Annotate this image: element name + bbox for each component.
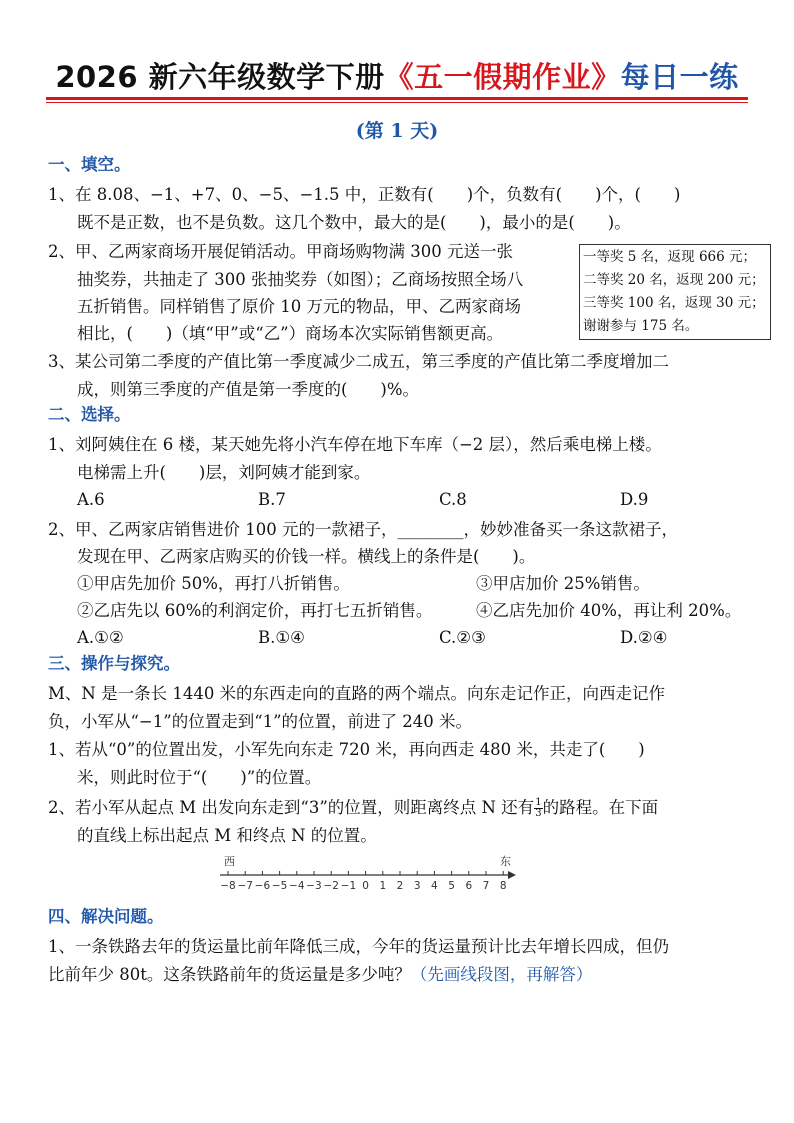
number-line-tick-label: 7 (482, 880, 490, 892)
choice-q2-line2: 发现在甲、乙两家店购买的价钱一样。横线上的条件是( )。 (77, 547, 536, 566)
explore-q2-text-a: 2、若小军从起点 M 出发向东走到“3”的位置，则距离终点 N 还有 (48, 798, 535, 817)
fraction-numerator: 1 (535, 797, 542, 808)
choice-q2-condition-1: ①甲店先加价 50%，再打八折销售。 (77, 574, 350, 593)
number-line-tick-label: −8 (220, 880, 236, 892)
choice-q1-option-b: B.7 (258, 490, 286, 509)
solve-q1-line1: 1、一条铁路去年的货运量比前年降低三成，今年的货运量预计比去年增长四成，但仍 (48, 937, 669, 956)
choice-q1-line1: 1、刘阿姨住在 6 楼，某天她先将小汽车停在地下车库（−2 层），然后乘电梯上楼。 (48, 435, 662, 454)
title-part-grade: 2026 新六年级数学下册 (55, 60, 385, 94)
choice-q2-condition-3: ③甲店加价 25%销售。 (476, 574, 650, 593)
fill-q2-line2: 抽奖券，共抽走了 300 张抽奖券（如图）；乙商场按照全场八 (77, 270, 524, 289)
fill-q2-line3: 五折销售。同样销售了原价 10 万元的物品，甲、乙两家商场 (77, 297, 521, 316)
section-fill-heading: 一、填空。 (48, 155, 131, 174)
choice-q1-option-c: C.8 (439, 490, 467, 509)
fraction-denominator: 3 (535, 808, 542, 819)
prize-line-thanks: 谢谢参与 175 名。 (583, 318, 699, 334)
number-line-tick-label: 8 (499, 880, 507, 892)
choice-q2-option-c: C.②③ (439, 628, 486, 647)
choice-q2-condition-2: ②乙店先以 60%的利润定价，再打七五折销售。 (77, 601, 433, 620)
choice-q1-option-d: D.9 (620, 490, 649, 509)
prize-line-third: 三等奖 100 名，返现 30 元； (583, 295, 765, 311)
solve-q1-line2 (48, 963, 592, 987)
fraction-one-third (534, 798, 542, 819)
fill-q1-line2: 既不是正数，也不是负数。这几个数中，最大的是( )，最小的是( )。 (77, 213, 631, 232)
section-solve-heading: 四、解决问题。 (48, 907, 164, 926)
explore-intro-line1: M、N 是一条长 1440 米的东西走向的直路的两个端点。向东走记作正，向西走记作 (48, 684, 666, 703)
explore-q1-line2: 米，则此时位于“( )”的位置。 (77, 768, 322, 787)
choice-q1-option-a: A.6 (77, 490, 105, 509)
page-title (0, 58, 794, 96)
prize-line-second: 二等奖 20 名，返现 200 元； (583, 272, 765, 288)
number-line-arrow-icon (508, 871, 516, 879)
fill-q2-line4: 相比，( )（填“甲”或“乙”）商场本次实际销售额更高。 (77, 324, 504, 343)
fill-q2-line1: 2、甲、乙两家商场开展促销活动。甲商场购物满 300 元送一张 (48, 242, 513, 261)
fill-q1-line1: 1、在 8.08、−1、+7、0、−5、−1.5 中，正数有( )个，负数有( )个，( ) (48, 185, 681, 204)
choice-q1-line2: 电梯需上升( )层，刘阿姨才能到家。 (77, 463, 371, 482)
choice-q2-option-d: D.②④ (620, 628, 668, 647)
section-choice-heading: 二、选择。 (48, 405, 131, 424)
title-underline-thin (46, 102, 748, 103)
number-line-tick-label: 6 (465, 880, 473, 892)
number-line-tick-label: 5 (448, 880, 455, 892)
solve-q1-hint: （先画线段图，再解答） (410, 965, 593, 984)
section-explore-heading: 三、操作与探究。 (48, 654, 180, 673)
number-line-tick-label: −6 (254, 880, 271, 892)
number-line-tick-label: −3 (306, 880, 322, 892)
number-line-tick-label: −7 (237, 880, 253, 892)
choice-q2-option-b: B.①④ (258, 628, 305, 647)
fill-q3-line1: 3、某公司第二季度的产值比第一季度减少二成五，第三季度的产值比第二季度增加二 (48, 352, 669, 371)
number-line-ticks (220, 871, 506, 892)
number-line-tick-label: −1 (340, 880, 357, 892)
number-line-tick-label: 2 (396, 880, 404, 892)
solve-q1-text: 比前年少 80t。这条铁路前年的货运量是多少吨？ (48, 965, 411, 984)
explore-q2-text-b: 的路程。在下面 (542, 798, 659, 817)
choice-q2-condition-4: ④乙店先加价 40%，再让利 20%。 (476, 601, 742, 620)
number-line-tick-label: −4 (289, 880, 305, 892)
explore-q2-line1 (48, 796, 658, 820)
prize-line-first: 一等奖 5 名，返现 666 元； (583, 249, 757, 265)
title-part-daily: 每日一练 (620, 60, 739, 94)
explore-q2-line2: 的直线上标出起点 M 和终点 N 的位置。 (77, 826, 377, 845)
choice-q2-option-a: A.①② (77, 628, 124, 647)
number-line-west-label: 西 (224, 855, 235, 868)
fill-q3-line2: 成，则第三季度的产值是第一季度的( )%。 (77, 380, 420, 399)
explore-q1-line1: 1、若从“0”的位置出发，小军先向东走 720 米，再向西走 480 米，共走了( ) (48, 740, 645, 759)
choice-q2-line1: 2、甲、乙两家店销售进价 100 元的一款裙子，________，妙妙准备买一条这款裙子， (48, 520, 678, 539)
number-line-tick-label: −2 (323, 880, 339, 892)
number-line-tick-label: 0 (362, 880, 369, 892)
day-subtitle: (第 1 天) (355, 120, 439, 142)
number-line-tick-label: −5 (271, 880, 288, 892)
title-underline (46, 97, 748, 100)
number-line-tick-label: 1 (379, 880, 387, 892)
prize-info-box (579, 244, 771, 340)
number-line-tick-label: 4 (431, 880, 438, 892)
number-line-tick-label: 3 (413, 880, 421, 892)
title-part-homework: 《五一假期作业》 (384, 60, 621, 94)
number-line (216, 853, 516, 895)
number-line-east-label: 东 (500, 855, 511, 868)
explore-intro-line2: 负，小军从“−1”的位置走到“1”的位置，前进了 240 米。 (48, 712, 473, 731)
